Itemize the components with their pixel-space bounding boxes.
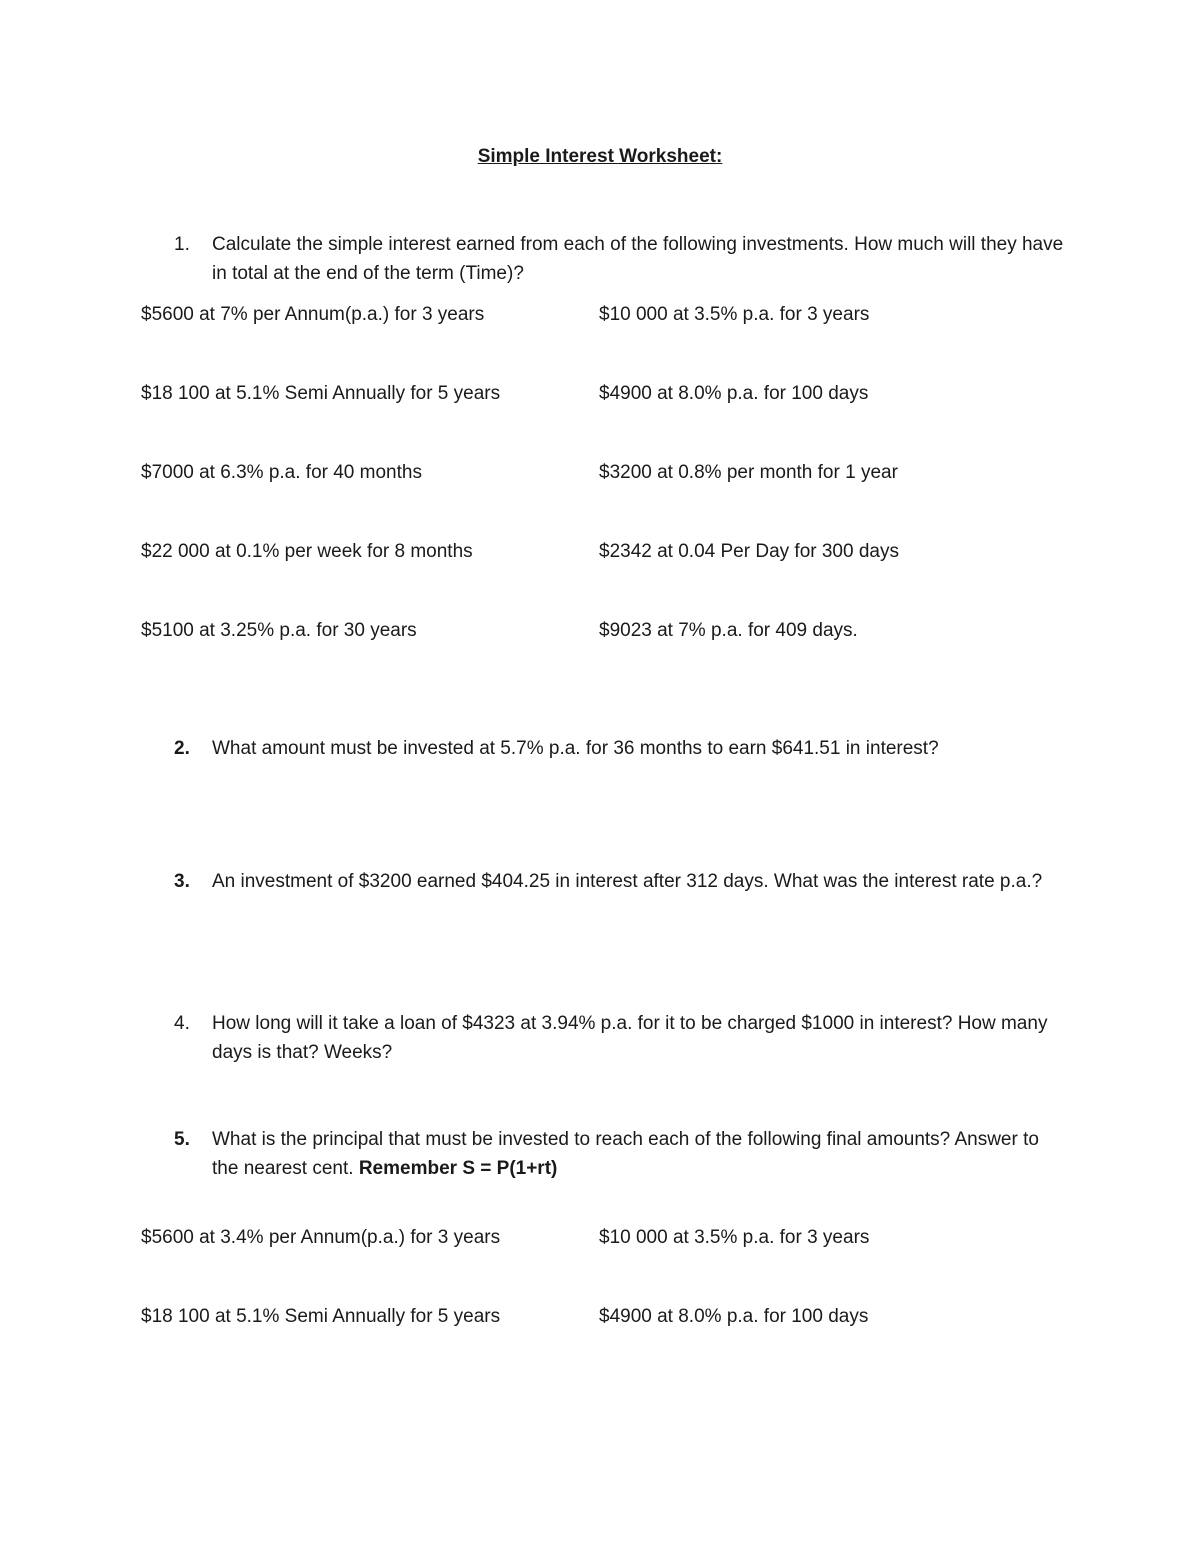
question-text: Calculate the simple interest earned from each of the following investments. How much will they have in total at the end of the term (Time)? xyxy=(212,234,1064,284)
problem-item: $5600 at 7% per Annum(p.a.) for 3 years xyxy=(141,304,485,325)
question-text-wrapper xyxy=(212,1125,1064,1183)
question-number: 5. xyxy=(174,1129,190,1150)
problem-item: $3200 at 0.8% per month for 1 year xyxy=(599,462,898,483)
question-5 xyxy=(174,1125,1064,1183)
problem-item: $4900 at 8.0% p.a. for 100 days xyxy=(599,383,869,404)
problem-item: $18 100 at 5.1% Semi Annually for 5 years xyxy=(141,383,501,404)
question-text: How long will it take a loan of $4323 at 3.94% p.a. for it to be charged $1000 in interest? How many days is that? Weeks? xyxy=(212,1013,1048,1063)
question-text: An investment of $3200 earned $404.25 in interest after 312 days. What was the interest rate p.a.? xyxy=(212,871,1043,892)
problem-row xyxy=(141,1227,1091,1255)
question-text: What is the principal that must be invested to reach each of the following final amounts? Answer to the nearest cent. xyxy=(212,1129,1039,1179)
problem-item: $10 000 at 3.5% p.a. for 3 years xyxy=(599,1227,870,1248)
problem-row xyxy=(141,462,1091,490)
problem-item: $7000 at 6.3% p.a. for 40 months xyxy=(141,462,422,483)
question-number: 3. xyxy=(174,871,190,892)
question-2 xyxy=(174,734,1064,763)
formula-reminder: Remember S = P(1+rt) xyxy=(358,1158,558,1179)
question-4 xyxy=(174,1009,1064,1067)
question-3 xyxy=(174,867,1064,896)
problem-item: $5600 at 3.4% per Annum(p.a.) for 3 years xyxy=(141,1227,501,1248)
problem-row xyxy=(141,304,1091,332)
problem-row xyxy=(141,541,1091,569)
problem-item: $22 000 at 0.1% per week for 8 months xyxy=(141,541,473,562)
problem-row xyxy=(141,383,1091,411)
question-number: 2. xyxy=(174,738,190,759)
problem-item: $10 000 at 3.5% p.a. for 3 years xyxy=(599,304,870,325)
problem-item: $5100 at 3.25% p.a. for 30 years xyxy=(141,620,417,641)
question-number: 1. xyxy=(174,234,190,255)
question-1 xyxy=(174,230,1064,288)
question-text: What amount must be invested at 5.7% p.a. for 36 months to earn $641.51 in interest? xyxy=(212,738,939,759)
problem-item: $9023 at 7% p.a. for 409 days. xyxy=(599,620,858,641)
problem-item: $4900 at 8.0% p.a. for 100 days xyxy=(599,1306,869,1327)
problem-row xyxy=(141,1306,1091,1334)
page-title: Simple Interest Worksheet: xyxy=(477,146,723,167)
problem-row xyxy=(141,620,1091,648)
question-number: 4. xyxy=(174,1013,190,1034)
problem-item: $18 100 at 5.1% Semi Annually for 5 years xyxy=(141,1306,501,1327)
problem-item: $2342 at 0.04 Per Day for 300 days xyxy=(599,541,899,562)
